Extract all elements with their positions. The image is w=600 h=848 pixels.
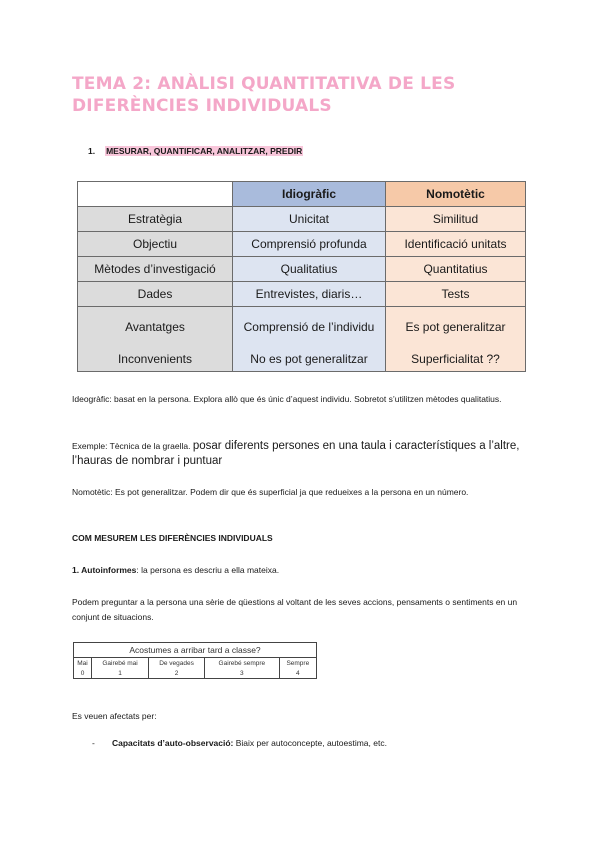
table-row (78, 257, 526, 282)
scale-value: 0 (74, 668, 92, 679)
section-label: MESURAR, QUANTIFICAR, ANALITZAR, PREDIR (106, 146, 303, 156)
exemple-lead: Exemple: Tècnica de la graella. (72, 441, 191, 451)
autoinformes-text: : la persona es descriu a ella mateixa. (136, 565, 280, 575)
nomotetic-cell: Quantitatius (386, 257, 526, 282)
nomotetic-paragraph: Nomotètic: Es pot generalitzar. Podem dir que és superficial ja que redueixes a la persona en un número. (72, 487, 469, 497)
table-header-row (78, 182, 526, 207)
table-row (78, 282, 526, 307)
scale-label: Sempre (279, 658, 316, 669)
bullet-item (92, 738, 387, 748)
table-row (78, 307, 526, 348)
row-label: Mètodes d’investigació (78, 257, 233, 282)
exemple-paragraph (72, 439, 532, 469)
idiografic-cell: Comprensió de l’individu (233, 307, 386, 348)
page-title: TEMA 2: ANÀLISI QUANTITATIVA DE LES DIFERÈNCIES INDIVIDUALS (72, 74, 456, 116)
scale-labels-row (74, 658, 317, 669)
section-number: 1. (88, 146, 96, 156)
scale-caption: Acostumes a arribar tard a classe? (74, 643, 317, 658)
comparison-table (77, 181, 526, 372)
idiografic-cell: Entrevistes, diaris… (233, 282, 386, 307)
likert-scale-table (73, 642, 317, 679)
section2-label: COM MESUREM LES DIFERÈNCIES INDIVIDUALS (72, 533, 273, 543)
row-label: Dades (78, 282, 233, 307)
header-cell-empty (78, 182, 233, 207)
row-label: Estratègia (78, 207, 233, 232)
scale-value: 4 (279, 668, 316, 679)
bullet-text: Biaix per autoconcepte, autoestima, etc. (233, 738, 387, 748)
header-cell-nomotetic: Nomotètic (386, 182, 526, 207)
autoinformes-label: 1. Autoinformes (72, 565, 137, 575)
nomotetic-cell: Es pot generalitzar (386, 307, 526, 348)
scale-label: Mai (74, 658, 92, 669)
table-row (78, 207, 526, 232)
idiografic-cell: Qualitatius (233, 257, 386, 282)
scale-values-row (74, 668, 317, 679)
podem-paragraph: Podem preguntar a la persona una sèrie de qüestions al voltant de les seves accions, pensaments o sentiments en un conjunt de situacions. (72, 597, 518, 622)
nomotetic-cell: Tests (386, 282, 526, 307)
idiografic-cell: No es pot generalitzar (233, 347, 386, 372)
exemple-rest: posar diferents persones en una taula i característiques a l’altre, l’hauras de nombrar i puntuar (72, 440, 520, 467)
header-cell-idiografic: Idiogràfic (233, 182, 386, 207)
idiografic-cell: Unicitat (233, 207, 386, 232)
scale-value: 3 (205, 668, 280, 679)
row-label: Objectiu (78, 232, 233, 257)
nomotetic-cell: Similitud (386, 207, 526, 232)
ideografic-paragraph: Ideogràfic: basat en la persona. Explora allò que és únic d’aquest individu. Sobretot s’utilitzen mètodes qualitatius. (72, 394, 502, 404)
table-row (78, 232, 526, 257)
table-row (78, 347, 526, 372)
row-label: Inconvenients (78, 347, 233, 372)
nomotetic-cell: Identificació unitats (386, 232, 526, 257)
scale-value: 1 (92, 668, 149, 679)
scale-value: 2 (149, 668, 205, 679)
autoinformes-paragraph (72, 563, 532, 578)
afectats-paragraph: Es veuen afectats per: (72, 711, 157, 721)
scale-label: De vegades (149, 658, 205, 669)
bullet-dash: - (92, 738, 95, 748)
section-heading-2 (72, 531, 532, 546)
section-heading-1 (88, 146, 303, 156)
scale-label: Gairebé mai (92, 658, 149, 669)
scale-label: Gairebé sempre (205, 658, 280, 669)
nomotetic-cell: Superficialitat ?? (386, 347, 526, 372)
idiografic-cell: Comprensió profunda (233, 232, 386, 257)
scale-caption-row (74, 643, 317, 658)
bullet-label: Capacitats d’auto-observació: (112, 738, 234, 748)
row-label: Avantatges (78, 307, 233, 348)
